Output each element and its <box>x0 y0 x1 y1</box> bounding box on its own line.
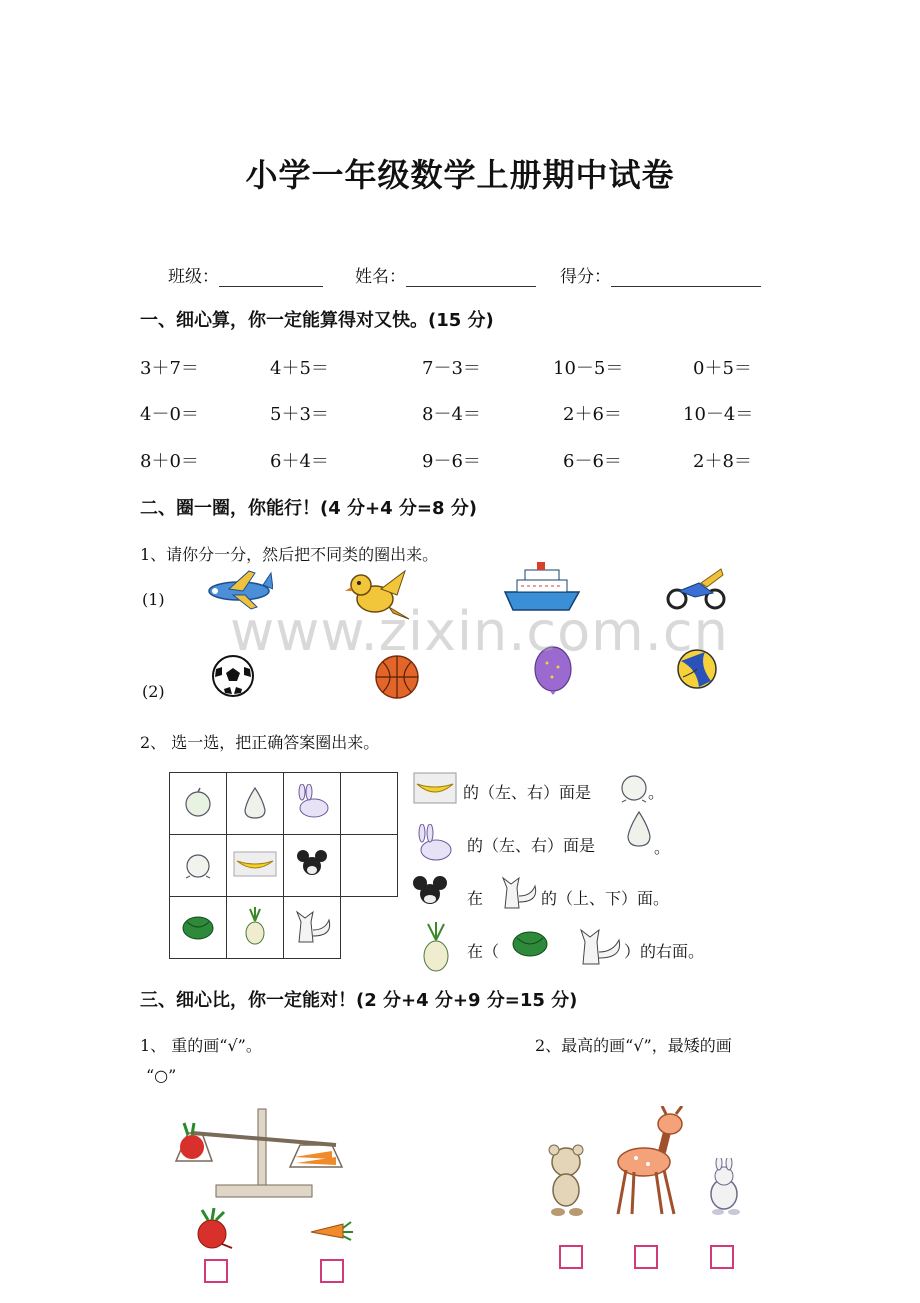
watermark: www.zixin.com.cn <box>230 600 729 663</box>
equation: 6－6＝ <box>563 451 622 472</box>
rabbit-icon <box>292 784 332 820</box>
radish-icon <box>192 1208 236 1250</box>
question-2-2: 2、 选一选，把正确答案圈出来。 <box>140 733 380 752</box>
pear-icon <box>624 808 654 848</box>
grid-cell <box>227 897 284 959</box>
sentence-4-a: 在（ <box>467 942 500 961</box>
name-label: 姓名： <box>355 267 406 287</box>
answer-checkbox[interactable] <box>320 1259 344 1283</box>
rabbit-icon <box>412 824 456 862</box>
score-field <box>560 262 761 287</box>
grid-cell <box>227 835 284 897</box>
sentence-1-end: 。 <box>648 783 665 802</box>
question-3-2: 2、最高的画“√”，最矮的画 <box>535 1036 732 1055</box>
balance-scale-icon <box>172 1105 354 1203</box>
grid-cell <box>170 835 227 897</box>
class-blank[interactable] <box>219 268 323 287</box>
section1-heading: 一、细心算，你一定能算得对又快。(15 分) <box>140 310 494 331</box>
grid-cell <box>341 897 398 959</box>
sentence-2: 的（左、右）面是 <box>467 836 596 855</box>
section2-heading: 二、圈一圈，你能行！(4 分+4 分=8 分) <box>140 498 477 519</box>
score-blank[interactable] <box>611 268 761 287</box>
banana-icon <box>413 772 457 804</box>
answer-checkbox[interactable] <box>559 1245 583 1269</box>
grid-cell <box>170 897 227 959</box>
question-3-1: 1、 重的画“√”。 <box>140 1036 262 1055</box>
row-label-1: (1) <box>142 590 165 609</box>
score-label: 得分： <box>560 267 611 287</box>
position-grid <box>169 772 398 959</box>
pineapple-icon <box>418 922 454 974</box>
equation: 3＋7＝ <box>140 358 199 379</box>
bear-icon <box>542 1142 594 1218</box>
fox-icon <box>497 872 541 910</box>
question-3-2-cont: “○” <box>146 1066 177 1085</box>
equation: 7－3＝ <box>422 358 481 379</box>
watermelon-icon <box>181 912 215 940</box>
answer-checkbox[interactable] <box>634 1245 658 1269</box>
mickey-icon <box>413 874 447 910</box>
equation: 2＋6＝ <box>563 404 622 425</box>
equation: 4＋5＝ <box>270 358 329 379</box>
question-2-1: 1、请你分一分，然后把不同类的圈出来。 <box>140 545 439 564</box>
name-field <box>355 262 536 287</box>
grid-cell <box>284 835 341 897</box>
equation: 8＋0＝ <box>140 451 199 472</box>
deer-icon <box>604 1106 688 1218</box>
section3-heading: 三、细心比，你一定能对！(2 分+4 分+9 分=15 分) <box>140 990 578 1011</box>
sentence-2-end: 。 <box>654 838 671 857</box>
grid-cell <box>170 773 227 835</box>
rabbit-icon <box>702 1158 750 1220</box>
answer-checkbox[interactable] <box>710 1245 734 1269</box>
class-label: 班级： <box>168 267 219 287</box>
pear-icon <box>241 784 269 820</box>
equation: 8－4＝ <box>422 404 481 425</box>
class-field <box>168 262 323 287</box>
grid-cell <box>341 773 398 835</box>
grid-cell <box>227 773 284 835</box>
grid-cell <box>284 897 341 959</box>
equation: 5＋3＝ <box>270 404 329 425</box>
pineapple-icon <box>242 907 268 945</box>
mickey-icon <box>297 848 327 880</box>
equation: 4－0＝ <box>140 404 199 425</box>
equation: 0＋5＝ <box>693 358 752 379</box>
apple-icon <box>182 786 214 818</box>
equation: 10－4＝ <box>683 404 754 425</box>
fox-icon <box>575 924 625 966</box>
carrot-icon <box>307 1218 353 1244</box>
sentence-3-b: 的（上、下）面。 <box>541 889 670 908</box>
peach-icon <box>618 770 650 804</box>
equation: 6＋4＝ <box>270 451 329 472</box>
equation: 10－5＝ <box>553 358 624 379</box>
fox-icon <box>289 906 335 946</box>
name-blank[interactable] <box>406 268 536 287</box>
row-label-2: (2) <box>142 682 165 701</box>
sentence-3-a: 在 <box>467 889 484 908</box>
grid-cell <box>341 835 398 897</box>
sentence-1: 的（左、右）面是 <box>463 783 592 802</box>
peach-icon <box>182 848 214 880</box>
watermelon-icon <box>511 928 549 958</box>
sentence-4-b: ）的右面。 <box>624 942 705 961</box>
grid-cell <box>284 773 341 835</box>
answer-checkbox[interactable] <box>204 1259 228 1283</box>
page-title: 小学一年级数学上册期中试卷 <box>245 156 675 194</box>
equation: 2＋8＝ <box>693 451 752 472</box>
banana-icon <box>233 851 277 877</box>
equation: 9－6＝ <box>422 451 481 472</box>
